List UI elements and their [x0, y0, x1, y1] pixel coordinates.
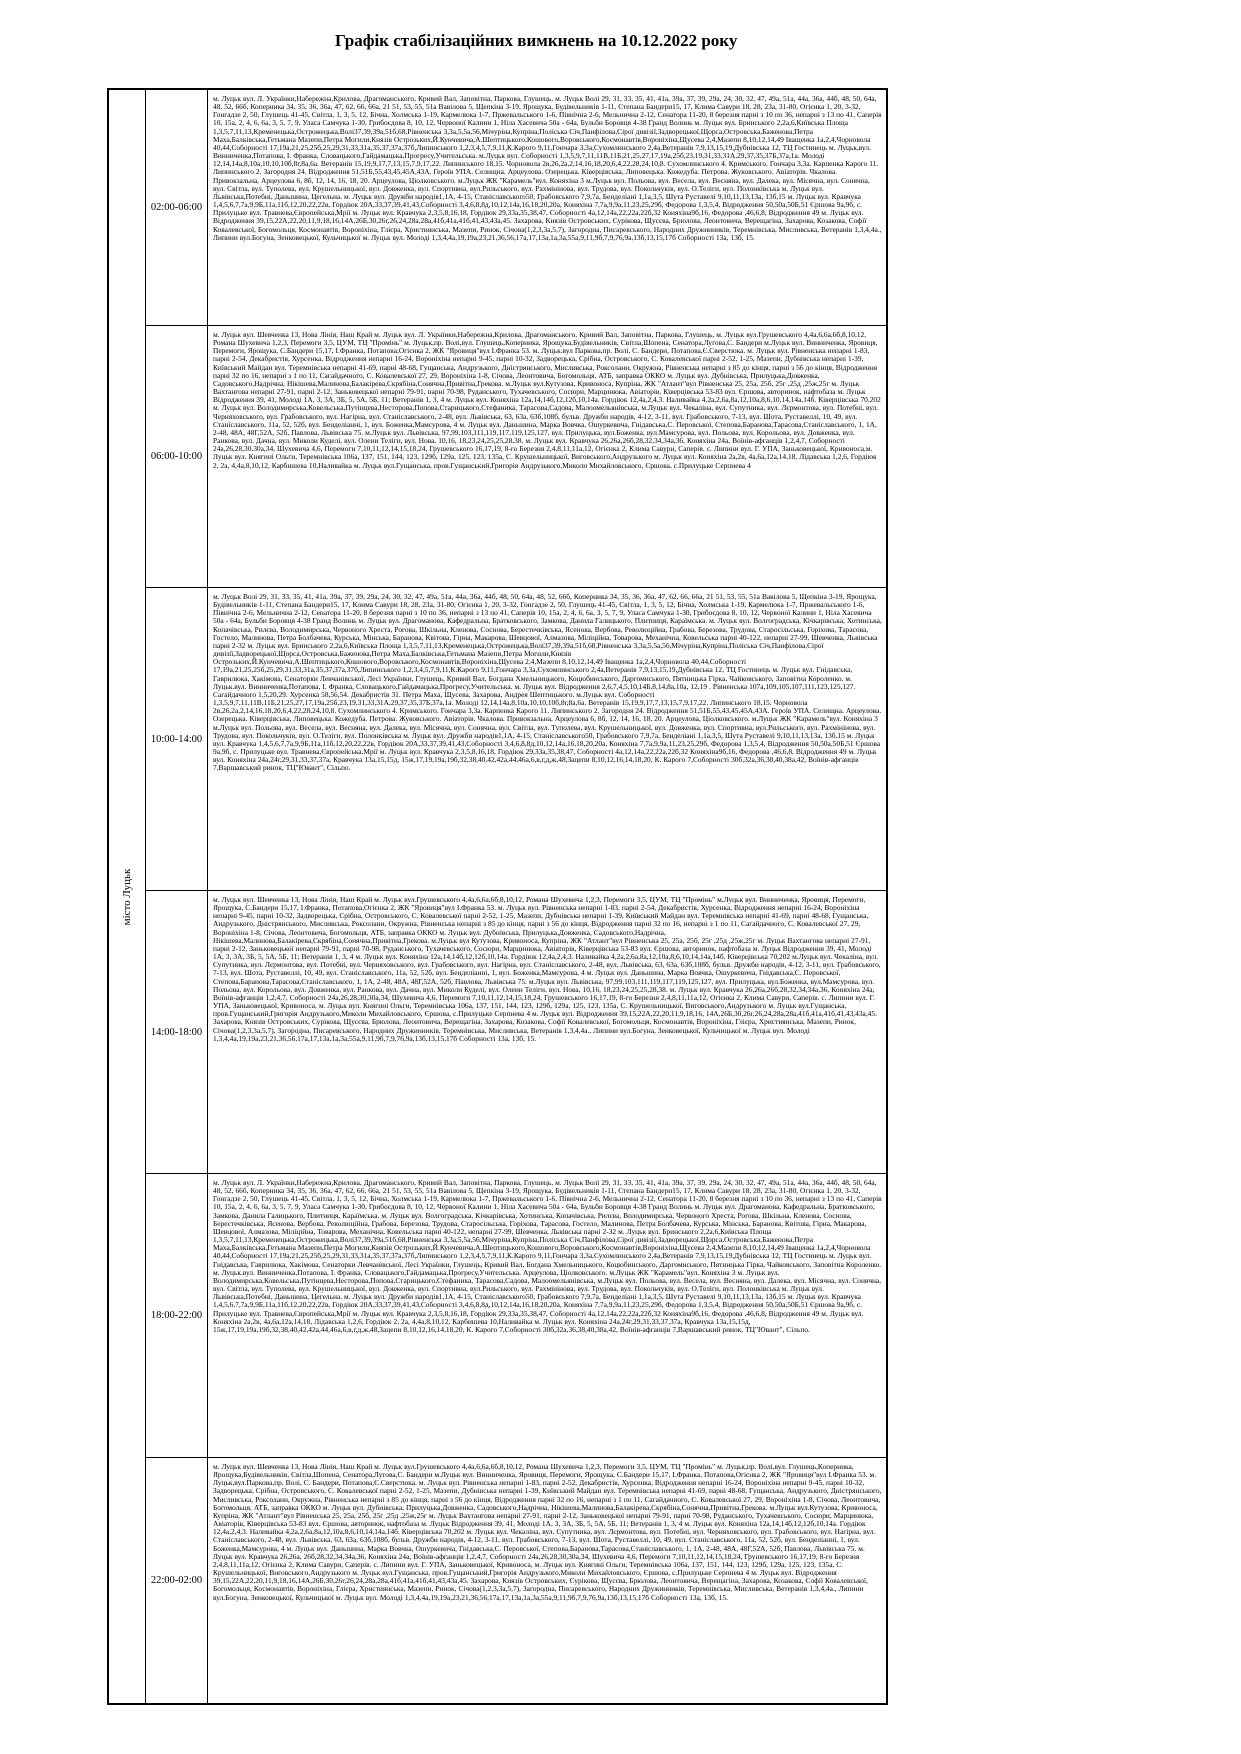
time-slot: 06:00-10:00 — [146, 326, 208, 587]
streets-list: м. Луцьк вул. Шевченка 13, Нова Лінія, Наш Край м. Луцьк вул.Грушевського 4,4а,6,6а,6б,8,10,12, Романа Шухевича 1,2,3, Перемоги 3,5, ЦУМ, ТЦ "Промінь" м. Луцьк,пр. Волі,вул. Глушець,Коперника, Ярощука,Будівельників, Світла,Шопена, Сенатора,Лугова,С. Бандери м.Луцьк вул. Винниченка, Яровиця, Перемоги, Ярощука, С.Бандери 15,17, І.Франка, Потапова,Огієнка 2, ЖК "Яровиця"вул І.Франка 53. м. Луцьк,вул.Паркова,пр. Волі, С. Бандери, Потапова,Є.Сверстюка. м. Луцьк вул. Рівненська непарні 1-83, парні 2-52, Декабристів, Хурсенка, Відродження непарні 16-24, Вороніхіна непарні 9-45, парні 10-32, Задворецька, Срібна, Островського, С. Ковалевської парні 2-52, 1-25, Мазепи, Дубнівська непарні 1-39, Київський Майдан вул. Теремнівська непарні 41-69, парні 48-68, Гущанська, Андрузького, Дністрянського, Мисливська, Роксолани, Окружна, Рівненська непарні з 85 до кінця, парні з 56 до кінця, Відродження парні 32 по 16, непарні з 1 по 11, Сагайдачного, С. Ковалевської 27, 29, Вороніхіна 1-8, Січова, Леонтовича, Богомольця, АТБ, заправка ОККО м. Луцьк вул. Дубнівська, Прилуцька,Довженка, Садовського,Надрічна, Нікішева,Малинова,Балакірева,Скрябіна,Сонячна,Привітна,Грекова. м.Луцьк вул.Кутузова, Кривоноса, Купріна, ЖК "Атлант"вул Рівненська 25, 25а, 25б, 25г ,25д ,25ж,25г м. Луцьк Вахтангова непарні 27-91, парні 2-12, Заньковецької непарні 79-91, парні 70-98, Руданського, Тухачевського, Сосюри, Марцинюка, Авіаторів, Ківерцівська 53-83 вул. Єршова, авторинок, нафтобаза м. Луцьк Відродження 39, 41, Молоді 1А, 3, 3А, 3Б, 5, 5А, 5Б, 11; Ветеранів 1, 3, 4 м. Луцьк вул. Коняхіна 12а,14,14б,12,12б,10,14а. Гордіюк 12,4а,2,4,3. Наливайка 4,2а,2,6а,8а,12,10а,8,6,10,14,14а,14б. Ківерцівська 70,202 м. Луцьк вул. Чекаліна, вул. Супутника, вул. Лєрмонтова, вул. Потебні, вул. Черняховського, вул. Грабовського, вул. Нагірна, вул. Станіславського, 2-48, вул. Львівська, 63, 63а, 63б,108б, бульв. Дружби народів, 4-12, 3-11, вул. Грабовського, 7-13, вул. Шота, Руставеллі, 10, 49, вул. Станіславського, 11а, 52, 52б, вул. Бенделіанні, 1, вул. Боженка,Мамсурова, 4 м. Луцьк вул. Даньшина, Марка Вовчка, Ошуркевича, Гнідавська,С. Перовської, Степова,Баранова,Тарасова,Станіславського, 1, 1А, 2-48, 48А, 48Г,52А, 52б, Павлова, Львівська 75. м. Луцьк вул. Кравчука 26,26а, 26б,28,32,34,34а,36, Коняхіна 24а, Воїнів-афганців 1,2,4,7, Соборності 24а,26,28,30,30а,34, Шухевича 4,6, Перемоги 7,10,11,12,14,15,18,24, Грушевського 16,17,19, 8-го Березня 2,4,8,11,11а,12, Огієнка 2, Клима Савури, Саперів. с. Липини вул. Г. УПА, Заньковецької, Кривоноса, м. Луцьк вул. Княгині Ольги, Теремнівська 106а, 137, 151, 144, 123, 129б, 129а, 125, 123, 135а, С. Крушельницької, Виговського,Андрузького м. Луцьк вул.Гущанська, пров.Гущанський,Григорія Андрузького,Миколи Михайловського, Єршова, с.Прилуцьке Серпнева 4 м. Луцьк вул. Відродження 39,15,22А,22,20,11,9,18,16,14А,26Б,30,26г,26,24,28а,28а,41б,41а,41б,41,43,43а,45. Захарова, Князів Островських, Сурікова, Щусєва, Брюлова, Леонтовича, Верещагіна, Захарова, Козакова, Софії Ковалевської, Богомольця, Космонавтів, Вороніхіна, Глієра, Християнська, Мазепи, Ринок, Січова(1,2,3,3а,5,7), Загородна, Писаревського, Народних Дружинників, Теремнівська, Мисливська, Ветеранів 1,3,4,4а., Липини вул.Богуна, Зенковецької, Кульчицької м. Луцьк вул. Молоді 1,3,4,4а,19,19а,23,21,36,56,17а,17,13а,1а,3а,55а,9,11,9б,7,9,76,9а,13б,13,15,17б Соборності 13а, 13б, 15. — [213, 1462, 882, 1602]
streets-list: м. Луцьк вул. Шевченка 13, Нова Лінія, Наш Край м. Луцьк вул.Грушевського 4,4а,6,6а,6б,8,10,12, Романа Шухевича 1,2,3, Перемоги 3,5, ЦУМ, ТЦ "Промінь" м.Луцьк вул. Винниченка, Яровиця, Перемоги, Ярощука, С.Бандери 15,17, І.Франка, Потапова,Огієнка 2, ЖК "Яровиця"вул І.Франка 53. м. Луцьк вул. Рівненська непарні 1-83, парні 2-54, Декабристів, Хурсенка, Відродження непарні 16-24, Вороніхіна непарні 9-45, парні 10-32, Задворецька, Срібна, Островського, С. Ковалевської парні 2-52, 1-25, Мазепи, Дубнівська непарні 1-39, Київський Майдан вул. Теремнівська непарні 41-69, парні 48-68, Гущанська, Андрузького, Дністрянського, Мисливська, Роксолани, Окружна, Рівненська непарні з 85 до кінця, парні з 56 до кінця, Відродження парні 32 по 16, непарні з 1 по 11, Сагайдачного, С. Ковалевської 27, 29, Вороніхіна 1-8, Січова, Леонтовича, Богомольця, АТБ, заправка ОККО м. Луцьк вул. Дубнівська, Прилуцька,Довженка, Садовського,Надрічна, Нікішева,Малинова,Балакірева,Скрябіна,Сонячна,Привітна,Грекова. м.Луцьк вул Кутузова, Кривоноса, Купріна, ЖК "Атлант"вул Рівненська 25, 25а, 25б, 25г ,25д ,25ж,25г м. Луцьк Вахтангова непарні 27-91, парні 2-12, Заньковецької непарні 79-91, парні 70-98, Руданського, Тухачевського, Сосюри, Марцинюка, Авіаторів, Ківерцівська 53-83 вул. Єршова, авторинок, нафтобаза м. Луцьк Відродження 39, 41, Молоді 1А, 3, 3А, 3Б, 5, 5А, 5Б, 11; Ветеранів 1, 3, 4 м. Луцьк вул. Коняхіна 12а,14,14б,12,12б,10,14а. Гордіюк 12,4а,2,4,3. Наливайка 4,2а,2,6а,8а,12,10а,8,6,10,14,14а,14б. Ківерцівська 70,202 м.Луцьк вул. Чекаліна, вул. Супутника, вул. Лєрмонтова, вул. Потебні, вул. Черняховського, вул. Грабовського, вул. Нагірна, вул. Станіславського, 2-48, вул. Львівська, 63, 63а, 63б,108б, бульв. Дружби народів, 4-12, 3-11, вул. Грабовського, 7-13, вул. Шота, Руставеллі, 10, 49, вул. Станіславського, 11а, 52, 52б, вул. Бенделіанні, 1, вул. Боженка,Мамсурова, 4 м. Луцьк вул. Даньшина, Марка Вовчка, Ошуркевича, Гнідавська,С. Перовської, Степова,Баранова,Тарасова,Станіславського, 1, 1А, 2-48, 48А, 48Г,52А, 52б, Павлова, Львівська 75. м.Луцьк вул. Львівська, 97,99,103,111,119,117,119,125,127, вул. Прилуцька, вул.Боженка, вул.Мамсурова, вул. Польова, вул. Корольова, вул. Довженка, вул. Ранкова, вул. Дачна, вул. Миколи Куделі, вул. Олени Теліги, вул. Нова, 10,16, 18,23,24,25,25,28,38. м. Луцьк вул. Кравчука 26,26а,26б,28,32,34,34а,36, Коняхіна 24а, Воїнів-афганців 1,2,4,7, Соборності 24а,26,28,30,30а,34, Шухевича 4,6, Перемоги 7,10,11,12,14,15,18,24, Грушевського 16,17,19, 8-го Березня 2,4,8,11,11а,12, Огієнка 2, Клима Савури, Саперів. с. Липини вул. Г. УПА, Заньковецької, Кривоноса, м. Луцьк вул. Княгині Ольги, Теремнівська 106а, 137, 151, 144, 123, 129б, 129а, 125, 123, 135а, С. Крушельницької, Виговського,Андрузького м. Луцьк вул.Гущанська, пров.Гущанський,Григорія Андрузького,Миколи Михайловського, Єршова, с.Прилуцьке Серпнева 4 м. Луцьк вул. Відродження 39,15,22А,22,20,11,9,18,16, 14А,26Б,30,26г,26,24,28а,28а,41б,41а,41б,41,43,43а,45. Захарова, Князів Островських, Сурікова, Щусєва, Брюлова, Леонтовича, Верещагіна, Захарова, Козакова, Софії Ковалевської, Богомольця, Космонавтів, Вороніхіна, Глієра, Християнська, Мазепи, Ринок, Січова(1,2,3,3а,5,7), Загородна, Писаревського, Народних Дружинників, Теремнівська, Мисливська, Ветеранів 1,3,4,4а., Липини вул.Богуна, Зенковецької, Кульчицької м. Луцьк вул. Молоді 1,3,4,4а,19,19а,23,21,36,56,17а,17,13а,1а,3а,55а,9,11,9б,7,9,76,9а,13б,13,15,17б Соборності 13а, 13б, 15. — [213, 895, 881, 1043]
outage-schedule-table — [107, 88, 888, 1705]
table-row — [146, 588, 886, 891]
time-slot: 10:00-14:00 — [146, 588, 208, 890]
city-label: місто Луцьк — [121, 868, 133, 925]
table-row — [146, 891, 886, 1174]
time-slot: 02:00-06:00 — [146, 90, 208, 325]
schedule-rows — [146, 90, 886, 1703]
streets-list: м. Луцьк Волі 29, 31, 33, 35, 41, 41а, 39а, 37, 39, 29а, 24, 30, 32, 47, 49а, 51а, 44а, 36а, 44б, 48, 50, 64а, 48, 52, 66б, Коперника 34, 35, 36, 36а, 47, 62, 66, 66а, 21 51, 53, 55, 51а Вавілова 5, Щепкіна 3-19, Ярощука, Будівельників 1-11, Степана Бандери15, 17, Клима Савури 18, 28, 23а, 31-80, Огієнка 1, 20, 3-32, Гонгадзе 2, 50, Глушець 41-45, Світла, 1, 3, 5, 12, Бічна, Холмська 1-19, Кармелюка 1-7, Пржевальського 1-6, Північна 2-6, Мельнична 2-12, Сенатора 11-20, 8 березня парні з 10 по 36, непарні з 13 по 41, Саперів 10, 15а, 2, 4, 6, 6а, 3, 5, 7, 9, Уласа Самчука 1-30, Грибоєдова 8, 10, 12, Червоної Калини 1, Ніла Хасевича 50а - 64а, Бульби Боровця 4-38 Гранд Волинь м. Луцьк вул. Драгоманова, Кафедральна, Братковського, Замкова, Данила Галицького, Плитниця, Караїмська. м. Луцьк вул. Волгоградська, Кічкарівська, Хотинська, Копачівська, Рилєва, Володимирська, Червоного Хреста, Рогова, Шкільна, Кленова, Соснова, Берестечківська, Ясенова, Вербова, Революційна, Грабова, Березова, Трудова, Старосільська, Горіхова, Тарасова, Гостело, Малинова, Петра Болбачева, Курська, Мінська, Баранова, Квітова, Гірна, Макарова, Шевцової, Алмазова, Міліційна, Товарова, Механічна, Ковельська парні 40-122, непарні 27-99, Шевченка, Львівська парні 2-32 м. Луцьк вул. Бринського 2,2а,6,Київська Площа 1,3,5,7,11,13,Кременецька,Острожецька,Волі37,39,39а,51б,68,Рівненська 3,3а,5,5а,56,Мічуріна,Купріна,Поліська Січ,Панфілова,Сірої дивізії,Задворецької,Щорса,Островська,Баженова,Петра Маха,Балківська,Гетьмана Мазепи,Петра Могили,Князів Острозьких,Й.Кунчевича,А.Шептицького,Кошового,Воровського,Космонавтів,Вороніхіна,Щусева 2,4,Мазепи 8,10,12,14,49 Іващенка 1а,2,4,Чорновола 40,44,Соборності 17,19а,21,25,25б,25,29,31,33,31а,35,37,37а,37б,Липинського 1,2,3,4,5,7,9,11,К.Карого 9,11,Гончара 3,3а,Сухомлинського 2,4а,Ветеранів 7,9,13,15,19,Дубнівська 12, ТЦ Гостинець м. Луцьк вул. Гнідавська, Гаврилюка, Хакімова, Сенаторки Левчанівської, Лесі Українки, Глушець, Кривий Вал, Богдана Хмельницького, Коцюбинського, Даргомиського, Пятницька Гірка, Чайковського, Заповітна Короленко. м. Луцьк.вул. Винниченка,Потапова, І. Франка, Словацького,Гайдамацька,Прогресу,Учительська. м. Луцьк вул. Відродження 2,6,7,4,5,10,14Б,8,14,8а,10а, 12,19 . Рівненська 107а,109,105,107,111,123,125,127. Сагайдачного 1,5,20,29. Хурсенка 58,56,54. Декабристів 31. Петра Маха, Щусева, Захарова, Андрея Шептицького. м.Луцьк вул. Соборності 1,3,5,9,7,11,11В,11Б,21,25,27,17,19а,25б,23,19,31,33,31А,29,37,35,37Б,37а,1а. Молоді 12,14,14а,8,10а,10,10,10б,8г,8а,6а. Ветеранів 15,19,9,17,7,13,15,7,9,17,22. Липинського 18,15. Чорновола 2в,26,2а,2,14,16,18,20,6,4,22,28,24,10,8. Сухомлинського 4. Кримського. Гончара 3,3а. Карпенка Карого 11. Липинського 2. Загородня 24. Відродження 51,51Б,55,43,45,45А,43А. Героїв УПА. Селищна. Арцеулова. Озерецька. Ківерцівська, Липовецька. Кожедуба. Петрова. Жуковського. Авіаторів. Чкалова. Привокзальна, Арцеулова 6, 8б, 12, 14, 16, 18, 20. Арцеулова, Ціолковського. м.Луцьк ЖК "Карамель"вул. Коняхіна 3 м.Луцьк вул. Польова, вул. Весела, вул. Весняна, вул. Далека, вул. Місячна, вул. Сонячна, вул. Світла, вул. Туполева, вул. Крушельницької, вул. Довженка, вул. Спортивна, вул.Рильського, вул. Рахмінінова, вул. Трудова, вул. Покольчуків, вул. О.Теліги, вул. Полонківська м. Луцьк вул. Дружби народів1,1А, 4-15, Станіславського50, Грабовського 7,9,7а, Бенделіані 1,1а,3,5, Шута Руставелі 9,10,11,13,13а, 13б,15 м. Луцьк вул. Кравчука 1,4,5,6,7,7а,9,9Б,11а,11б,12,20,22,22в, Гордіюк 20А,33,37,39,41,43,Соборності 3,4,6,8,8д,10,12,14а,16,18,20,20а, Коняхіна 7,7а,9,9а,11,23,25,29б, Федорова 1,3,5,4, Відродження 50,50а,50Б,51 Єршова 9а,9б, с. Прилуцьке вул. Травнева,Європейська,Мрії м. Луцьк вул. Кравчука 2,3,5,8,16,18, Гордіюк 29,33а,35,38,47, Соборності 4а,12,14а,22,22а,22б,32 Коняхіна9б,16, Федорова ,46,6,8, Відродження 49 м. Луцьк вул. Коняхіна 24а,24г,29,31,33,37,37а, Кравчука 13а,15,15д, 15ж,17,19,19а,19б,32,38,40,42,42а,44,46а,6,в,г,д,ж,48,Зацепи 8,10,12,16,14,18,20, К. Карого 7,Соборності 30б,32а,36,38,40,38а,42, Воїнів-афганців 7,Варшавський ринок, ТЦ"Ювант", Сільпо. — [213, 592, 882, 773]
streets-list: м. Луцьк вул. Шевченка 13, Нова Лінія, Наш Край м. Луцьк вул. Л. Українки,Набережна,Крилова, Драгоманського, Кривий Вал, Заповітна, Паркова, Глушець, м. Луцьк вул.Грушевського 4,4а,6,6а,6б,8,10,12, Романа Шухевича 1,2,3, Перемоги 3,5, ЦУМ, ТЦ "Промінь" м. Луцьк,пр. Волі,вул. Глушець,Коперника, Ярощука,Будівельників, Світла,Шопена, Сенатора,Лугова,С. Бандери м.Луцьк вул. Винниченка, Яровиця, Перемоги, Ярощука, С.Бандери 15,17, І.Франка, Потапова,Огієнка 2, ЖК "Яровиця"вул І.Франка 53. м. Луцьк.вул Паркова,пр. Волі, С. Бандери, Потапова,Є.Сверстюка. м. Луцьк вул. Рівненська непарні 1-83, парні 2-54, Декабристів, Хурсенка, Відродження непарні 16-24, Вороніхіна непарні 9-45, парні 10-32, Задворецька, Срібна, Островського, С. Ковалевської парні 2-52, 1-25, Мазепи, Дубнівська непарні 1-39, Київський Майдан вул. Теремнівська непарні 41-69, парні 48-68, Гущанська, Андрузького, Дністрянського, Мисливська, Роксолани, Окружна, Рівненська непарні з 85 до кінця, парні з 56 до кінця, Відродження парні 32 по 16, непарні з 1 по 11, Сагайдачного, С. Ковалевської 27, 29, Вороніхіна 1-8, Січова, Леонтовича, Богомольця, АТБ, заправка ОККО м. Луцьк вул. Дубнівська, Прилуцька,Довженка, Садовського,Надрічна, Нікішева,Малинова,Балакірева,Скрябіна,Сонячна,Привітна,Грекова. м.Луцьк вул.Кутузова, Кривоноса, Купріна, ЖК "Атлант"вул Рівненська 25, 25а, 25б, 25г ,25д ,25ж,25г м. Луцьк Вахтангова непарні 27-91, парні 2-12, Заньковецької непарні 79-91, парні 70-98, Руданського, Тухачевського, Сосюри, Марцинюка, Авіаторів, Ківерцівська 53-83 вул. Єршова, авторинок, нафтобаза м. Луцьк Відродження 39, 41, Молоді 1А, 3, 3А, 3Б, 5, 5А, 5Б, 11; Ветеранів 1, 3, 4 м. Луцьк вул. Коняхіна 12а,14,14б,12,12б,10,14а. Гордіюк 12,4а,2,4,3. Наливайка 4,2а,2,6а,8а,12,10а,8,6,10,14,14а,14б. Ківерцівська 70,202 м. Луцьк вул. Володимирська,Ковельська,Путінцева,Несторова,Попова,Старицького,Стефаника, Тарасова,Садова, Малоомельянівська, м.Луцьк вул. Чекаліна, вул. Супутника, вул. Лєрмонтова, вул. Потебні, вул. Черняховського, вул. Грабовського, вул. Нагірна, вул. Станіславського, 2-48, вул. Львівська, 63, 63а, 63б,108б, бульв. Дружби народів, 4-12, 3-11, вул. Грабовського, 7-13, вул. Шота, Руставеллі, 10, 49, вул. Станіславського, 11а, 52, 52б, вул. Бенделіанні, 1, вул. Боженка,Мамсурова, 4 м. Луцьк вул. Даньшина, Марка Вовчка, Ошуркевича, Гнідавська,С. Перовської, Степова,Баранова,Тарасова,Станіславського, 1, 1А, 2-48, 48А, 48Г,52А, 52б, Павлова, Львівська 75. м.Луцьк вул. Львівська, 97,99,103,111,119,117,119,125,127, вул. Прилуцька, вул.Боженка, вул.Мамсурова, вул. Польова, вул. Корольова, вул. Довженка, вул. Ранкова, вул. Дачна, вул. Миколи Куделі, вул. Олени Теліги, вул. Нова, 10,16, 18,23,24,25,25,28,38. м. Луцьк вул. Кравчука 26,26а,26б,28,32,34,34а,36, Коняхіна 24а, Воїнів-афганців 1,2,4,7, Соборності 24а,26,28,30,30а,34, Шухевича 4,6, Перемоги 7,10,11,12,14,15,18,24, Грушевського 16,17,19, 8-го Березня 2,4,8,11,11а,12, Огієнка 2, Клима Савури, Саперів. с. Липини вул. Г. УПА, Заньковецької, Кривоноса,м. Луцьк вул. Княгині Ольги, Теремнівська 106а, 137, 151, 144, 123, 129б, 129а, 125, 123, 135а, С. Крушельницької, Виговського,Андрузького м. Луцьк вул. Коняхіна 2а,2в, 4а,6а,12а,14,18, Лідавська 1,2,6, Гордіюк 2, 2а, 4,4а,8,10,12, Карбишева 10,Наливайка м. Луцьк вул.Гущанська, пров.Гущанський,Григорія Андрузького,Миколи Михайловського, Єршова, с.Прилуцьке Серпнева 4 — [213, 330, 881, 470]
table-row — [146, 90, 886, 326]
time-slot: 18:00-22:00 — [146, 1174, 208, 1457]
table-row — [146, 326, 886, 588]
table-row — [146, 1174, 886, 1458]
city-column — [109, 90, 146, 1703]
time-slot: 14:00-18:00 — [146, 891, 208, 1173]
streets-list: м. Луцьк вул. Л. Українки,Набережна,Крилова, Драгоманського, Кривий Вал, Заповітна, Паркова, Глушець, м. Луцьк Волі 29, 31, 33, 35, 41, 41а, 39а, 37, 39, 29а, 24, 30, 32, 47, 49а, 51а, 44а, 36а, 44б, 48, 50, 64а, 48, 52, 66б, Коперника 34, 35, 36, 36а, 47, 62, 66, 66а, 21 51, 53, 55, 51а Вавілова 5, Щепкіна 3-19, Ярощука, Будівельників 1-11, Степана Бандери15, 17, Клима Савури 18, 28, 23а, 31-80, Огієнка 1, 20, 3-32, Гонгадзе 2, 50, Глушець 41-45, Світла, 1, 3, 5, 12, Бічна, Холмська 1-19, Кармелюка 1-7, Пржевальського 1-6, Північна 2-6, Мельнична 2-12, Сенатора 11-20, 8 березня парні з 10 по 36, непарні з 13 по 41, Саперів 10, 15а, 2, 4, 6, 6а, 3, 5, 7, 9, Уласа Самчука 1-30, Грибоєдова 8, 10, 12, Червоної Калини 1, Ніла Хасевича 50а - 64а, Бульби Боровця 4-38 Гранд Волинь м. Луцьк вул. Бринського 2,2а,6,Київська Площа 1,3,5,7,11,13,Кременецька,Острожецька,Волі37,39,39а,51б,68,Рівненська 3,3а,5,5а,56,Мічуріна,Купріна,Поліська Січ,Панфілова,Сірої дивізії,Задворецької,Щорса,Островська,Баженова,Петра Маха,Балківська,Гетьмана Мазепи,Петра Могили,Князів Острозьких,Й.Кунчевича,А.Шептицького,Кошового,Воровського,Космонавтів,Вороніхіна,Щусева 2,4,Мазепи 8,10,12,14,49 Іващенка 1а,2,4,Чорновола 40,44,Соборності 17,19а,21,25,25б,25,29,31,33,31а,35,37,37а,37б,Липинського 1,2,3,4,5,7,9,11,К.Карого 9,11,Гончара 3,3а,Сухомлинського 2,4а,Ветеранів 7,9,13,15,19,Дубнівська 12, ТЦ Гостинець м. Луцьк,вул. Винниченка,Потапова, І. Франка, Словацького,Гайдамацька,Прогресу,Учительська. м.Луцьк вул. Соборності 1,3,5,9,7,11,11В,11Б,21,25,27,17,19а,25б,23,19,31,33,31А,29,37,35,37Б,37а,1а. Молоді 12,14,14а,8,10а,10,10,10б,8г,8а,6а. Ветеранів 15,19,9,17,7,13,15,7,9,17,22. Липинського 18,15. Чорновола 2в,26,2а,2,14,16,18,20,6,4,22,28,24,10,8. Сухомлинського 4. Кримського. Гончара 3,3а. Карпенка Карого 11. Липинського 2. Загородня 24. Відродження 51,51Б,55,43,45,45А,43А. Героїв УПА. Селищна. Арцеулова. Озерецька. Ківерцівська, Липовецька. Кожедуба. Петрова. Жуковського. Авіаторів. Чкалова. Привокзальна, Арцеулова 6, 8б, 12, 14, 16, 18, 20. Арцеулова, Ціолковського. м.Луцьк ЖК "Карамель"вул. Коняхіна 3 м.Луцьк вул. Польова, вул. Весела, вул. Весняна, вул. Далека, вул. Місячна, вул. Сонячна, вул. Світла, вул. Туполева, вул. Крушельницької, вул. Довженка, вул. Спортивна, вул.Рильського, вул. Рахмінінова, вул. Трудова, вул. Покольчуків, вул. О.Теліги, вул. Полонківська м. Луцьк вул. Львівська,Потебні, Даньшина, Цегельна. м. Луцьк вул. Дружби народів1,1А, 4-15, Станіславського50, Грабовського 7,9,7а, Бенделіані 1,1а,3,5, Шута Руставелі 9,10,11,13,13а, 13б,15 м. Луцьк вул. Кравчука 1,4,5,6,7,7а,9,9Б,11а,11б,12,20,22,22в, Гордіюк 20А,33,37,39,41,43,Соборності 3,4,6,8,8д,10,12,14а,16,18,20,20а, Коняхіна 7,7а,9,9а,11,23,25,29б, Федорова 1,3,5,4, Відродження 50,50а,50Б,51 Єршова 9а,9б, с. Прилуцьке вул. Травнева,Європейська,Мрії м. Луцьк вул. Кравчука 2,3,5,8,16,18, Гордіюк 29,33а,35,38,47, Соборності 4а,12,14а,22,22а,22б,32 Коняхіна9б,16, Федорова ,46,6,8, Відродження 49 м. Луцьк вул. Відродження 39,15,22А,22,20,11,9,18,16,14А,26Б,30,26г,26,24,28а,28а,41б,41а,41б,41,43,43а,45. Захарова, Князів Островських, Сурікова, Щусєва, Брюлова, Леонтовича, Верещагіна, Захарова, Козакова, Софії Ковалевської, Богомольця, Космонавтів, Вороніхіна, Глієра, Християнська, Мазепи, Ринок, Січова(1,2,3,3а,5,7), Загородна, Писаревського, Народних Дружинників, Теремнівська, Мисливська, Ветеранів 1,3,4,4а., Липини вул.Богуна, Зенковецької, Кульчицької м. Луцьк вул. Молоді 1,3,4,4а,19,19а,23,21,36,56,17а,17,13а,1а,3а,55а,9,11,9б,7,9,76,9а,13б,13,15,17б Соборності 13а, 13б, 15. — [213, 94, 882, 242]
table-row — [146, 1458, 886, 1703]
page-title: Графік стабілізаційних вимкнень на 10.12.2022 року — [335, 31, 738, 50]
streets-list: м. Луцьк вул. Л. Українки,Набережна,Крилова, Драгоманського, Кривий Вал, Заповітна, Паркова, Глушець, м. Луцьк Волі 29, 31, 33, 35, 41, 41а, 39а, 37, 39, 29а, 24, 30, 32, 47, 49а, 51а, 44а, 36а, 44б, 48, 50, 64а, 48, 52, 66б, Коперника 34, 35, 36, 36а, 47, 62, 66, 66а, 21 51, 53, 55, 51а Вавілова 5, Щепкіна 3-19, Ярощука, Будівельників 1-11, Степана Бандери15, 17, Клима Савури 18, 28, 23а, 31-80, Огієнка 1, 20, 3-32, Гонгадзе 2, 50, Глушець 41-45, Світла, 1, 3, 5, 12, Бічна, Холмська 1-19, Кармелюка 1-7, Пржевальського 1-6, Північна 2-6, Мельнична 2-12, Сенатора 11-20, 8 березня парні з 10 по 36, непарні з 13 по 41, Саперів 10, 15а, 2, 4, 6, 6а, 3, 5, 7, 9, Уласа Самчука 1-30, Грибоєдова 8, 10, 12, Червоної Калини 1, Ніла Хасевича 50а - 64а, Бульби Боровця 4-38 Гранд Волинь м. Луцьк вул. Драгоманова, Кафедральна, Братковського, Замкова, Данила Галицького, Плитниця, Караїмська. м. Луцьк вул. Волгоградська, Кічкарівська, Хотинська, Копачівська, Рилєва, Володимирська, Червоного Хреста, Рогова, Шкільна, Кленова, Соснова, Берестечківська, Ясенова, Вербова, Революційна, Грабова, Березова, Трудова, Старосільська, Горіхова, Тарасова, Гостело, Малинова, Петра Болбачева, Курська, Мінська, Баранова, Квітова, Гірна, Макарова, Шевцової, Алмазова, Міліційна, Товарова, Механічна, Ковельська парні 40-122, непарні 27-99, Шевченка, Львівська парні 2-32 м. Луцьк вул. Бринського 2,2а,6,Київська Площа 1,3,5,7,11,13,Кременецька,Острожецька,Волі37,39,39а,51б,68,Рівненська 3,3а,5,5а,56,Мічуріна,Купріна,Поліська Січ,Панфілова,Сірої дивізії,Задворецької,Щорса,Островська,Баженова,Петра Маха,Балківська,Гетьмана Мазепи,Петра Могили,Князів Острозьких,Й.Кунчевича,А.Шептицького,Кошового,Воровського,Космонавтів,Вороніхіна,Щусева 2,4,Мазепи 8,10,12,14,49 Іващенка 1а,2,4,Чорновола 40,44,Соборності 17,19а,21,25,25б,25,29,31,33,31а,35,37,37а,37б,Липинського 1,2,3,4,5,7,9,11,К.Карого 9,11,Гончара 3,3а,Сухомлинського 2,4а,Ветеранів 7,9,13,15,19,Дубнівська 12, ТЦ Гостинець м. Луцьк вул. Гнідавська, Гаврилюка, Хакімова, Сенаторки Левчанівської, Лесі Українки, Глушець, Кривий Вал, Богдана Хмельницького, Коцюбинського, Даргомиського, Пятницька Гірка, Чайковського, Заповітна Короленко. м. Луцьк.вул. Винниченка,Потапова, І. Франка, Словацького,Гайдамацька,Прогресу,Учительська. Арцеулова, Ціолковського. м.Луцьк ЖК "Карамель"вул. Коняхіна 3 м. Луцьк вул. Володимирська,Ковельська,Путінцева,Несторова,Попова,Старицького,Стефаника, Тарасова,Садова, Малоомельянівська, м.Луцьк вул. Польова, вул. Весела, вул. Весняна, вул. Далека, вул. Місячна, вул. Сонячна, вул. Світла, вул. Туполева, вул. Крушельницької, вул. Довженка, вул. Спортивна, вул.Рильського, вул. Рахмінінова, вул. Трудова, вул. Покольчуків, вул. О.Теліги, вул. Полонківська м. Луцьк вул. Львівська,Потебні, Даньшина, Цегельна. м. Луцьк вул. Дружби народів1,1А, 4-15, Станіславського50, Грабовського 7,9,7а, Бенделіані 1,1а,3,5, Шута Руставелі 9,10,11,13,13а, 13б,15 м. Луцьк вул. Кравчука 1,4,5,6,7,7а,9,9Б,11а,11б,12,20,22,22в, Гордіюк 20А,33,37,39,41,43,Соборності 3,4,6,8,8д,10,12,14а,16,18,20,20а, Коняхіна 7,7а,9,9а,11,23,25,29б, Федорова 1,3,5,4, Відродження 50,50а,50Б,51 Єршова 9а,9б, с. Прилуцьке вул. Травнева,Європейська,Мрії м. Луцьк вул. Кравчука 2,3,5,8,16,18, Гордіюк 29,33а,35,38,47, Соборності 4а,12,14а,22,22а,22б,32 Коняхіна9б,16, Федорова ,46,6,8, Відродження 49 м. Луцьк вул. Коняхіна 2а,2в, 4а,6а,12а,14,18, Лідавська 1,2,6, Гордіюк 2, 2а, 4,4а,8,10,12, Карбишева 10,Наливайка м. Луцьк вул. Коняхіна 24а,24г,29,31,33,37,37а, Кравчука 13а,15,15д, 15ж,17,19,19а,19б,32,38,40,42,42а,44,46а,6,в,г,д,ж,48,Зацепи 8,10,12,16,14,18,20, К. Карого 7,Соборності 30б,32а,36,38,40,38а,42, Воїнів-афганців 7,Варшавський ринок, ТЦ"Ювант", Сільпо. — [213, 1178, 882, 1334]
time-slot: 22:00-02:00 — [146, 1458, 208, 1703]
